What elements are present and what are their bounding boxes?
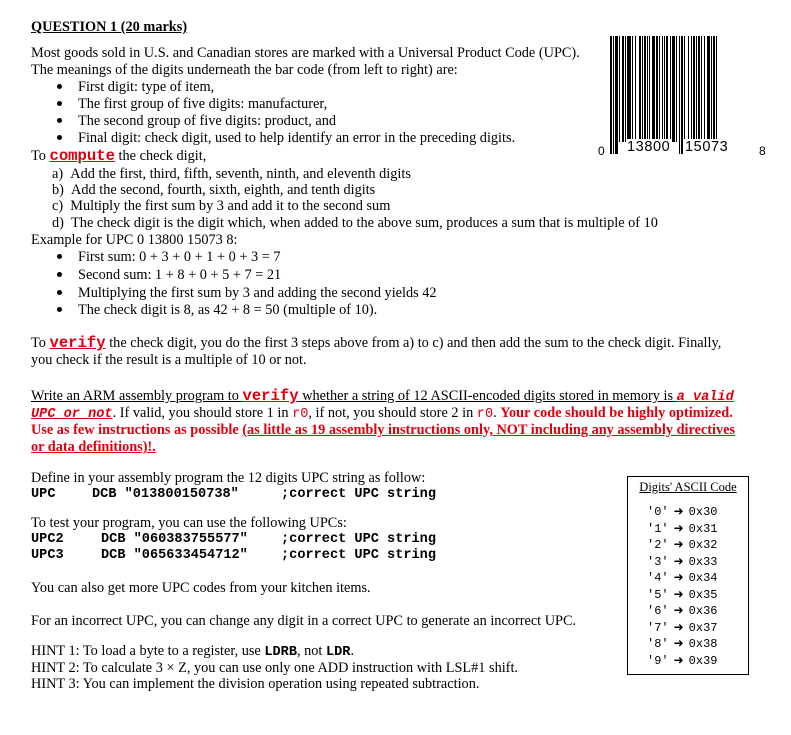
barcode-last-digit: 8 [759, 144, 766, 158]
hint-1: HINT 1: To load a byte to a register, use LDRB, not LDR. [31, 643, 355, 660]
step-a: a) Add the first, third, fifth, seventh, ninth, and eleventh digits [52, 166, 411, 182]
arrow-right-icon: ➜ [673, 570, 684, 584]
barcode-bar [647, 36, 648, 142]
verify-line-2: you check if the result is a multiple of 10 or not. [31, 352, 307, 368]
bullet-icon [57, 84, 62, 89]
task-line-1: Write an ARM assembly program to verify whether a string of 12 ASCII-encoded digits stored in memory is a valid [31, 387, 734, 405]
ascii-row: '7' ➜ 0x37 [647, 619, 718, 635]
ascii-row: '8' ➜ 0x38 [647, 636, 718, 651]
barcode-bar [670, 36, 671, 142]
barcode-bar [696, 36, 697, 142]
kitchen-text: You can also get more UPC codes from your kitchen items. [31, 580, 371, 596]
task-verify-keyword: verify [242, 387, 299, 405]
barcode-group-1: 13800 [627, 139, 671, 155]
hint-2: HINT 2: To calculate 3 × Z, you can use only one ADD instruction with LSL#1 shift. [31, 660, 518, 676]
bullet-icon [57, 254, 62, 259]
bullet-icon [57, 118, 62, 123]
meaning-item: The first group of five digits: manufacturer, [57, 96, 327, 113]
ascii-row: '9' ➜ 0x39 [647, 652, 718, 668]
barcode-bar [662, 36, 663, 142]
arrow-right-icon: ➜ [673, 520, 684, 535]
barcode-bar [693, 36, 695, 142]
step-c: c) Multiply the first sum by 3 and add it to the second sum [52, 198, 391, 214]
bullet-icon [57, 135, 62, 140]
barcode-bar [619, 36, 620, 142]
test-text: To test your program, you can use the following UPCs: [31, 515, 347, 531]
bullet-icon [57, 290, 62, 295]
upc2-label: UPC2 [31, 532, 64, 547]
ascii-row: '4' ➜ 0x34 [647, 570, 718, 585]
example-item: Multiplying the first sum by 3 and adding the second yields 42 [57, 285, 437, 302]
meaning-item: Final digit: check digit, used to help identify an error in the preceding digits. [57, 130, 515, 147]
barcode-bar [672, 36, 675, 142]
barcode-bar [698, 36, 700, 142]
barcode-bar [713, 36, 715, 142]
ascii-code-table [627, 476, 749, 675]
barcode-bar [642, 36, 643, 142]
task-line-4: or data definitions)!. [31, 439, 156, 455]
upc-barcode-image [598, 36, 768, 161]
barcode-group-2: 15073 [685, 139, 729, 155]
define-text: Define in your assembly program the 12 digits UPC string as follow: [31, 470, 426, 486]
barcode-bar [635, 36, 636, 142]
step-b: b) Add the second, fourth, sixth, eighth, and tenth digits [52, 182, 376, 198]
barcode-bar [644, 36, 646, 142]
barcode-bar [704, 36, 705, 142]
barcode-bar [688, 36, 689, 142]
example-title: Example for UPC 0 13800 15073 8: [31, 232, 238, 248]
arrow-right-icon: ➜ [673, 553, 684, 568]
barcode-bar [664, 36, 665, 142]
barcode-bar [656, 36, 658, 142]
arrow-right-icon: ➜ [673, 586, 684, 601]
barcode-bar [625, 36, 626, 142]
step-d: d) The check digit is the digit which, when added to the above sum, produces a sum that is multiple of 10 [52, 215, 658, 231]
barcode-bar [716, 36, 717, 142]
barcode-bar [613, 36, 614, 154]
barcode-bar [627, 36, 631, 142]
example-item: The check digit is 8, as 42 + 8 = 50 (multiple of 10). [57, 302, 377, 319]
arrow-right-icon: ➜ [673, 619, 684, 634]
arrow-right-icon: ➜ [673, 504, 684, 518]
verify-line-1: To verify the check digit, you do the first 3 steps above from a) to c) and then add the sum to the check digit. Finally, [31, 334, 722, 352]
barcode-bar [632, 36, 633, 142]
ascii-row: '0' ➜ 0x30 [647, 504, 718, 519]
barcode-bar [666, 36, 668, 142]
arrow-right-icon: ➜ [673, 537, 684, 551]
barcode-bar [711, 36, 712, 142]
ascii-row: '1' ➜ 0x31 [647, 520, 718, 536]
bullet-icon [57, 272, 62, 277]
barcode-bar [691, 36, 692, 142]
upc-define-instr: DCB "013800150738" [92, 487, 239, 502]
ascii-row: '3' ➜ 0x33 [647, 553, 718, 569]
incorrect-text: For an incorrect UPC, you can change any digit in a correct UPC to generate an incorrect UPC. [31, 613, 577, 629]
ascii-row: '5' ➜ 0x35 [647, 586, 718, 602]
intro-line-1: Most goods sold in U.S. and Canadian stores are marked with a Universal Product Code (UPC). [31, 45, 580, 61]
question-header: QUESTION 1 (20 marks) [31, 19, 188, 35]
upc3-label: UPC3 [31, 548, 64, 563]
barcode-bar [684, 36, 685, 154]
barcode-bar [676, 36, 677, 142]
ascii-table-title: Digits' ASCII Code [639, 480, 737, 494]
upc2-comment: ;correct UPC string [281, 532, 436, 547]
example-item: Second sum: 1 + 8 + 0 + 5 + 7 = 21 [57, 267, 281, 284]
compute-keyword: compute [49, 147, 115, 165]
example-item: First sum: 0 + 3 + 0 + 1 + 0 + 3 = 7 [57, 249, 280, 266]
arrow-right-icon: ➜ [673, 652, 684, 667]
barcode-bar [681, 36, 683, 154]
barcode-bar [615, 36, 618, 154]
barcode-first-digit: 0 [598, 144, 605, 158]
arrow-right-icon: ➜ [673, 603, 684, 617]
ascii-row: '2' ➜ 0x32 [647, 537, 718, 552]
hint-3: HINT 3: You can implement the division operation using repeated subtraction. [31, 676, 480, 692]
barcode-bar [649, 36, 650, 142]
meaning-item: First digit: type of item, [57, 79, 214, 96]
upc-define-comment: ;correct UPC string [281, 487, 436, 502]
ascii-row: '6' ➜ 0x36 [647, 603, 718, 618]
arrow-right-icon: ➜ [673, 636, 684, 650]
upc2-instr: DCB "060383755577" [101, 532, 248, 547]
task-line-2: UPC or not. If valid, you should store 1 in r0, if not, you should store 2 in r0. Your code should be highly optimized. [31, 405, 733, 422]
barcode-bar [679, 36, 680, 154]
barcode-bar [622, 36, 624, 142]
upc3-instr: DCB "065633454712" [101, 548, 248, 563]
intro-line-2: The meanings of the digits underneath the bar code (from left to right) are: [31, 62, 458, 78]
barcode-bar [659, 36, 660, 142]
verify-keyword: verify [49, 334, 106, 352]
compute-line: To compute the check digit, [31, 147, 207, 165]
barcode-bar [639, 36, 641, 142]
meaning-item: The second group of five digits: product, and [57, 113, 336, 130]
barcode-bar [707, 36, 710, 142]
task-line-3: Use as few instructions as possible (as little as 19 assembly instructions only, NOT including any assembly directives [31, 422, 736, 438]
upc3-comment: ;correct UPC string [281, 548, 436, 563]
upc-define-label: UPC [31, 487, 56, 502]
barcode-bar [701, 36, 702, 142]
bullet-icon [57, 101, 62, 106]
barcode-bar [610, 36, 612, 154]
bullet-icon [57, 307, 62, 312]
barcode-bar [652, 36, 655, 142]
